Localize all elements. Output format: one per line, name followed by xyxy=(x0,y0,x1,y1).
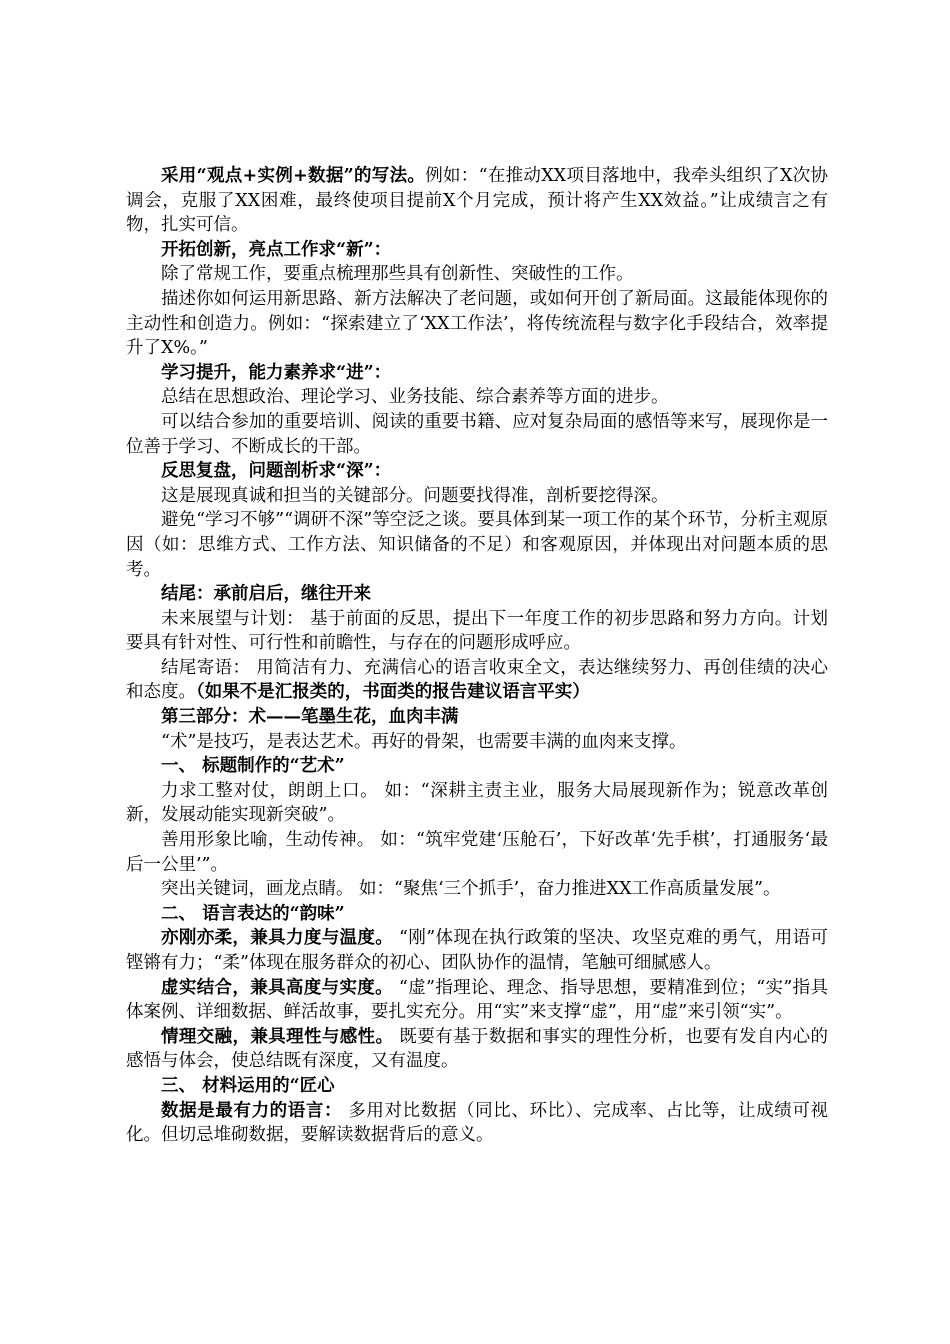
heading xyxy=(126,238,828,263)
bold-lead: 结尾：承前启后，继往开来 xyxy=(161,584,371,605)
paragraph xyxy=(126,164,828,238)
paragraph xyxy=(126,262,828,287)
body-text: 既要有基于数据和事实的理性分析，也要有发自内心的感悟与体会，使总结既有深度，又有温度。 xyxy=(126,1026,829,1072)
bold-lead: 学习提升，能力素养求“进”： xyxy=(161,362,392,383)
heading xyxy=(126,1074,828,1099)
bold-lead: 情理交融，兼具理性与感性。 xyxy=(161,1026,394,1047)
paragraph xyxy=(126,484,828,509)
heading xyxy=(126,459,828,484)
body-text: 结尾寄语： 用简洁有力、充满信心的语言收束全文，表达继续努力、再创佳绩的决心和态度。 xyxy=(126,657,828,703)
bold-lead: 三、 材料运用的“匠心 xyxy=(161,1075,335,1096)
paragraph xyxy=(126,656,828,705)
heading xyxy=(126,361,828,386)
heading xyxy=(126,582,828,607)
body-text: 这是展现真诚和担当的关键部分。问题要找得准，剖析要挖得深。 xyxy=(161,485,669,506)
paragraph xyxy=(126,828,828,877)
bold-lead: 开拓创新，亮点工作求“新”： xyxy=(161,239,392,260)
paragraph xyxy=(126,385,828,410)
body-text: “刚”体现在执行政策的坚决、攻坚克难的勇气，用语可铿锵有力；“柔”体现在服务群众的初心、团队协作的温情，笔触可细腻感人。 xyxy=(126,928,828,973)
paragraph xyxy=(126,926,828,975)
paragraph xyxy=(126,1025,828,1074)
bold-lead: 数据是最有力的语言： xyxy=(161,1100,343,1121)
body-text: 总结在思想政治、理论学习、业务技能、综合素养等方面的进步。 xyxy=(161,387,669,408)
body-text: “术”是技巧，是表达艺术。再好的骨架，也需要丰满的血肉来支撑。 xyxy=(161,731,687,752)
paragraph xyxy=(126,287,828,361)
paragraph xyxy=(126,508,828,582)
bold-lead: 一、 标题制作的“艺术” xyxy=(161,756,345,777)
body-text: 善用形象比喻，生动传神。 如：“筑牢党建‘压舱石’，下好改革‘先手棋’，打通服务‘最后一公里’”。 xyxy=(126,830,828,875)
body-text: 突出关键词，画龙点睛。 如：“聚焦‘三个抓手’，奋力推进XX工作高质量发展”。 xyxy=(161,879,781,900)
body-text: 避免“学习不够”“调研不深”等空泛之谈。要具体到某一项工作的某个环节，分析主观原因（如：思维方式、工作方法、知识储备的不足）和客观原因，并体现出对问题本质的思考。 xyxy=(126,510,828,580)
body-text: 描述你如何运用新思路、新方法解决了老问题，或如何开创了新局面。这最能体现你的主动性和创造力。例如：“探索建立了‘XX工作法’，将传统流程与数字化手段结合，效率提升了X%。” xyxy=(126,288,828,359)
paragraph xyxy=(126,779,828,828)
heading xyxy=(126,754,828,779)
body-text: 除了常规工作，要重点梳理那些具有创新性、突破性的工作。 xyxy=(161,264,634,285)
bold-lead: 采用“观点+实例+数据”的写法。 xyxy=(161,166,426,186)
paragraph xyxy=(126,877,828,902)
document-body xyxy=(126,164,828,1148)
bold-lead: 虚实结合，兼具高度与实度。 xyxy=(161,977,393,998)
bold-lead: 亦刚亦柔，兼具力度与温度。 xyxy=(161,928,394,949)
heading xyxy=(126,705,828,730)
bold-lead: 反思复盘，问题剖析求“深”： xyxy=(161,461,392,482)
body-text: 力求工整对仗，朗朗上口。 如：“深耕主责主业，服务大局展现新作为；锐意改革创新，发展动能实现新突破”。 xyxy=(126,780,828,826)
body-text: 多用对比数据（同比、环比）、完成率、占比等，让成绩可视化。但切忌堆砌数据，要解读数据背后的意义。 xyxy=(126,1100,829,1146)
heading xyxy=(126,902,828,927)
bold-lead: 第三部分：术——笔墨生花，血肉丰满 xyxy=(161,707,459,728)
paragraph xyxy=(126,976,828,1025)
body-text: 可以结合参加的重要培训、阅读的重要书籍、应对复杂局面的感悟等来写，展现你是一位善于学习、不断成长的干部。 xyxy=(126,411,828,457)
bold-lead: 二、 语言表达的“韵味” xyxy=(161,903,345,924)
body-text: 未来展望与计划： 基于前面的反思，提出下一年度工作的初步思路和努力方向。计划要具有针对性、可行性和前瞻性，与存在的问题形成呼应。 xyxy=(126,608,828,654)
body-text: 例如：“在推动XX项目落地中，我牵头组织了X次协调会，克服了XX困难，最终使项目提前X个月完成，预计将产生XX效益。”让成绩言之有物，扎实可信。 xyxy=(126,166,828,236)
paragraph xyxy=(126,1099,828,1148)
paragraph xyxy=(126,410,828,459)
paragraph xyxy=(126,730,828,755)
paragraph xyxy=(126,607,828,656)
bold-note: （如果不是汇报类的，书面类的报告建议语言平实） xyxy=(196,682,590,703)
body-text: “虚”指理论、理念、指导思想，要精准到位；“实”指具体案例、详细数据、鲜活故事，要扎实充分。用“实”来支撑“虚”，用“虚”来引领“实”。 xyxy=(126,977,828,1023)
